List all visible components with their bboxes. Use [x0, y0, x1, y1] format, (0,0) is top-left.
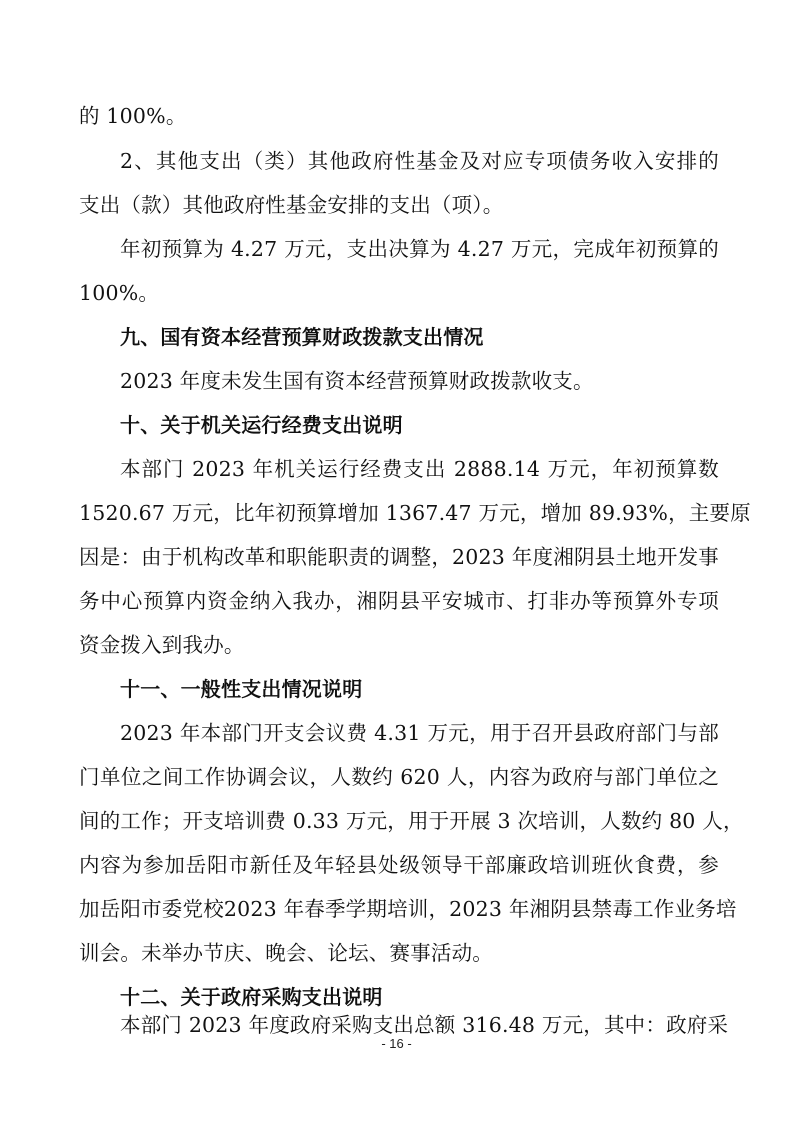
paragraph-line: 资金拨入到我办。 [79, 633, 245, 657]
paragraph-line: 内容为参加岳阳市新任及年轻县处级领导干部廉政培训班伙食费，参 [79, 853, 719, 877]
paragraph-line: 门单位之间工作协调会议，人数约 620 人，内容为政府与部门单位之 [79, 765, 719, 789]
paragraph-line: 的 100%。 [79, 104, 187, 128]
paragraph-line: 支出（款）其他政府性基金安排的支出（项）。 [79, 193, 504, 217]
paragraph-line: 2、其他支出（类）其他政府性基金及对应专项债务收入安排的 [120, 149, 719, 173]
section-heading: 九、国有资本经营预算财政拨款支出情况 [120, 325, 484, 349]
section-heading: 十、关于机关运行经费支出说明 [120, 413, 403, 437]
page-number: - 16 - [381, 1036, 412, 1051]
paragraph-line: 100%。 [79, 281, 160, 305]
paragraph-line: 间的工作；开支培训费 0.33 万元，用于开展 3 次培训，人数约 80 人， [79, 809, 744, 833]
paragraph-line: 2023 年度未发生国有资本经营预算财政拨款收支。 [120, 369, 594, 393]
paragraph-line: 年初预算为 4.27 万元，支出决算为 4.27 万元，完成年初预算的 [120, 237, 719, 261]
paragraph-line: 本部门 2023 年度政府采购支出总额 316.48 万元，其中：政府采 [120, 1013, 729, 1037]
paragraph-line: 本部门 2023 年机关运行经费支出 2888.14 万元，年初预算数 [120, 457, 719, 481]
section-heading: 十二、关于政府采购支出说明 [120, 985, 383, 1009]
paragraph-line: 务中心预算内资金纳入我办，湘阴县平安城市、打非办等预算外专项 [79, 589, 719, 613]
section-heading: 十一、一般性支出情况说明 [120, 677, 363, 701]
paragraph-line: 训会。未举办节庆、晚会、论坛、赛事活动。 [79, 941, 493, 965]
paragraph-line: 2023 年本部门开支会议费 4.31 万元，用于召开县政府部门与部 [120, 721, 719, 745]
paragraph-line: 1520.67 万元，比年初预算增加 1367.47 万元，增加 89.93%，主要原 [79, 501, 751, 525]
paragraph-line: 加岳阳市委党校2023 年春季学期培训，2023 年湘阴县禁毒工作业务培 [79, 897, 737, 921]
paragraph-line: 因是：由于机构改革和职能职责的调整，2023 年度湘阴县土地开发事 [79, 545, 719, 569]
